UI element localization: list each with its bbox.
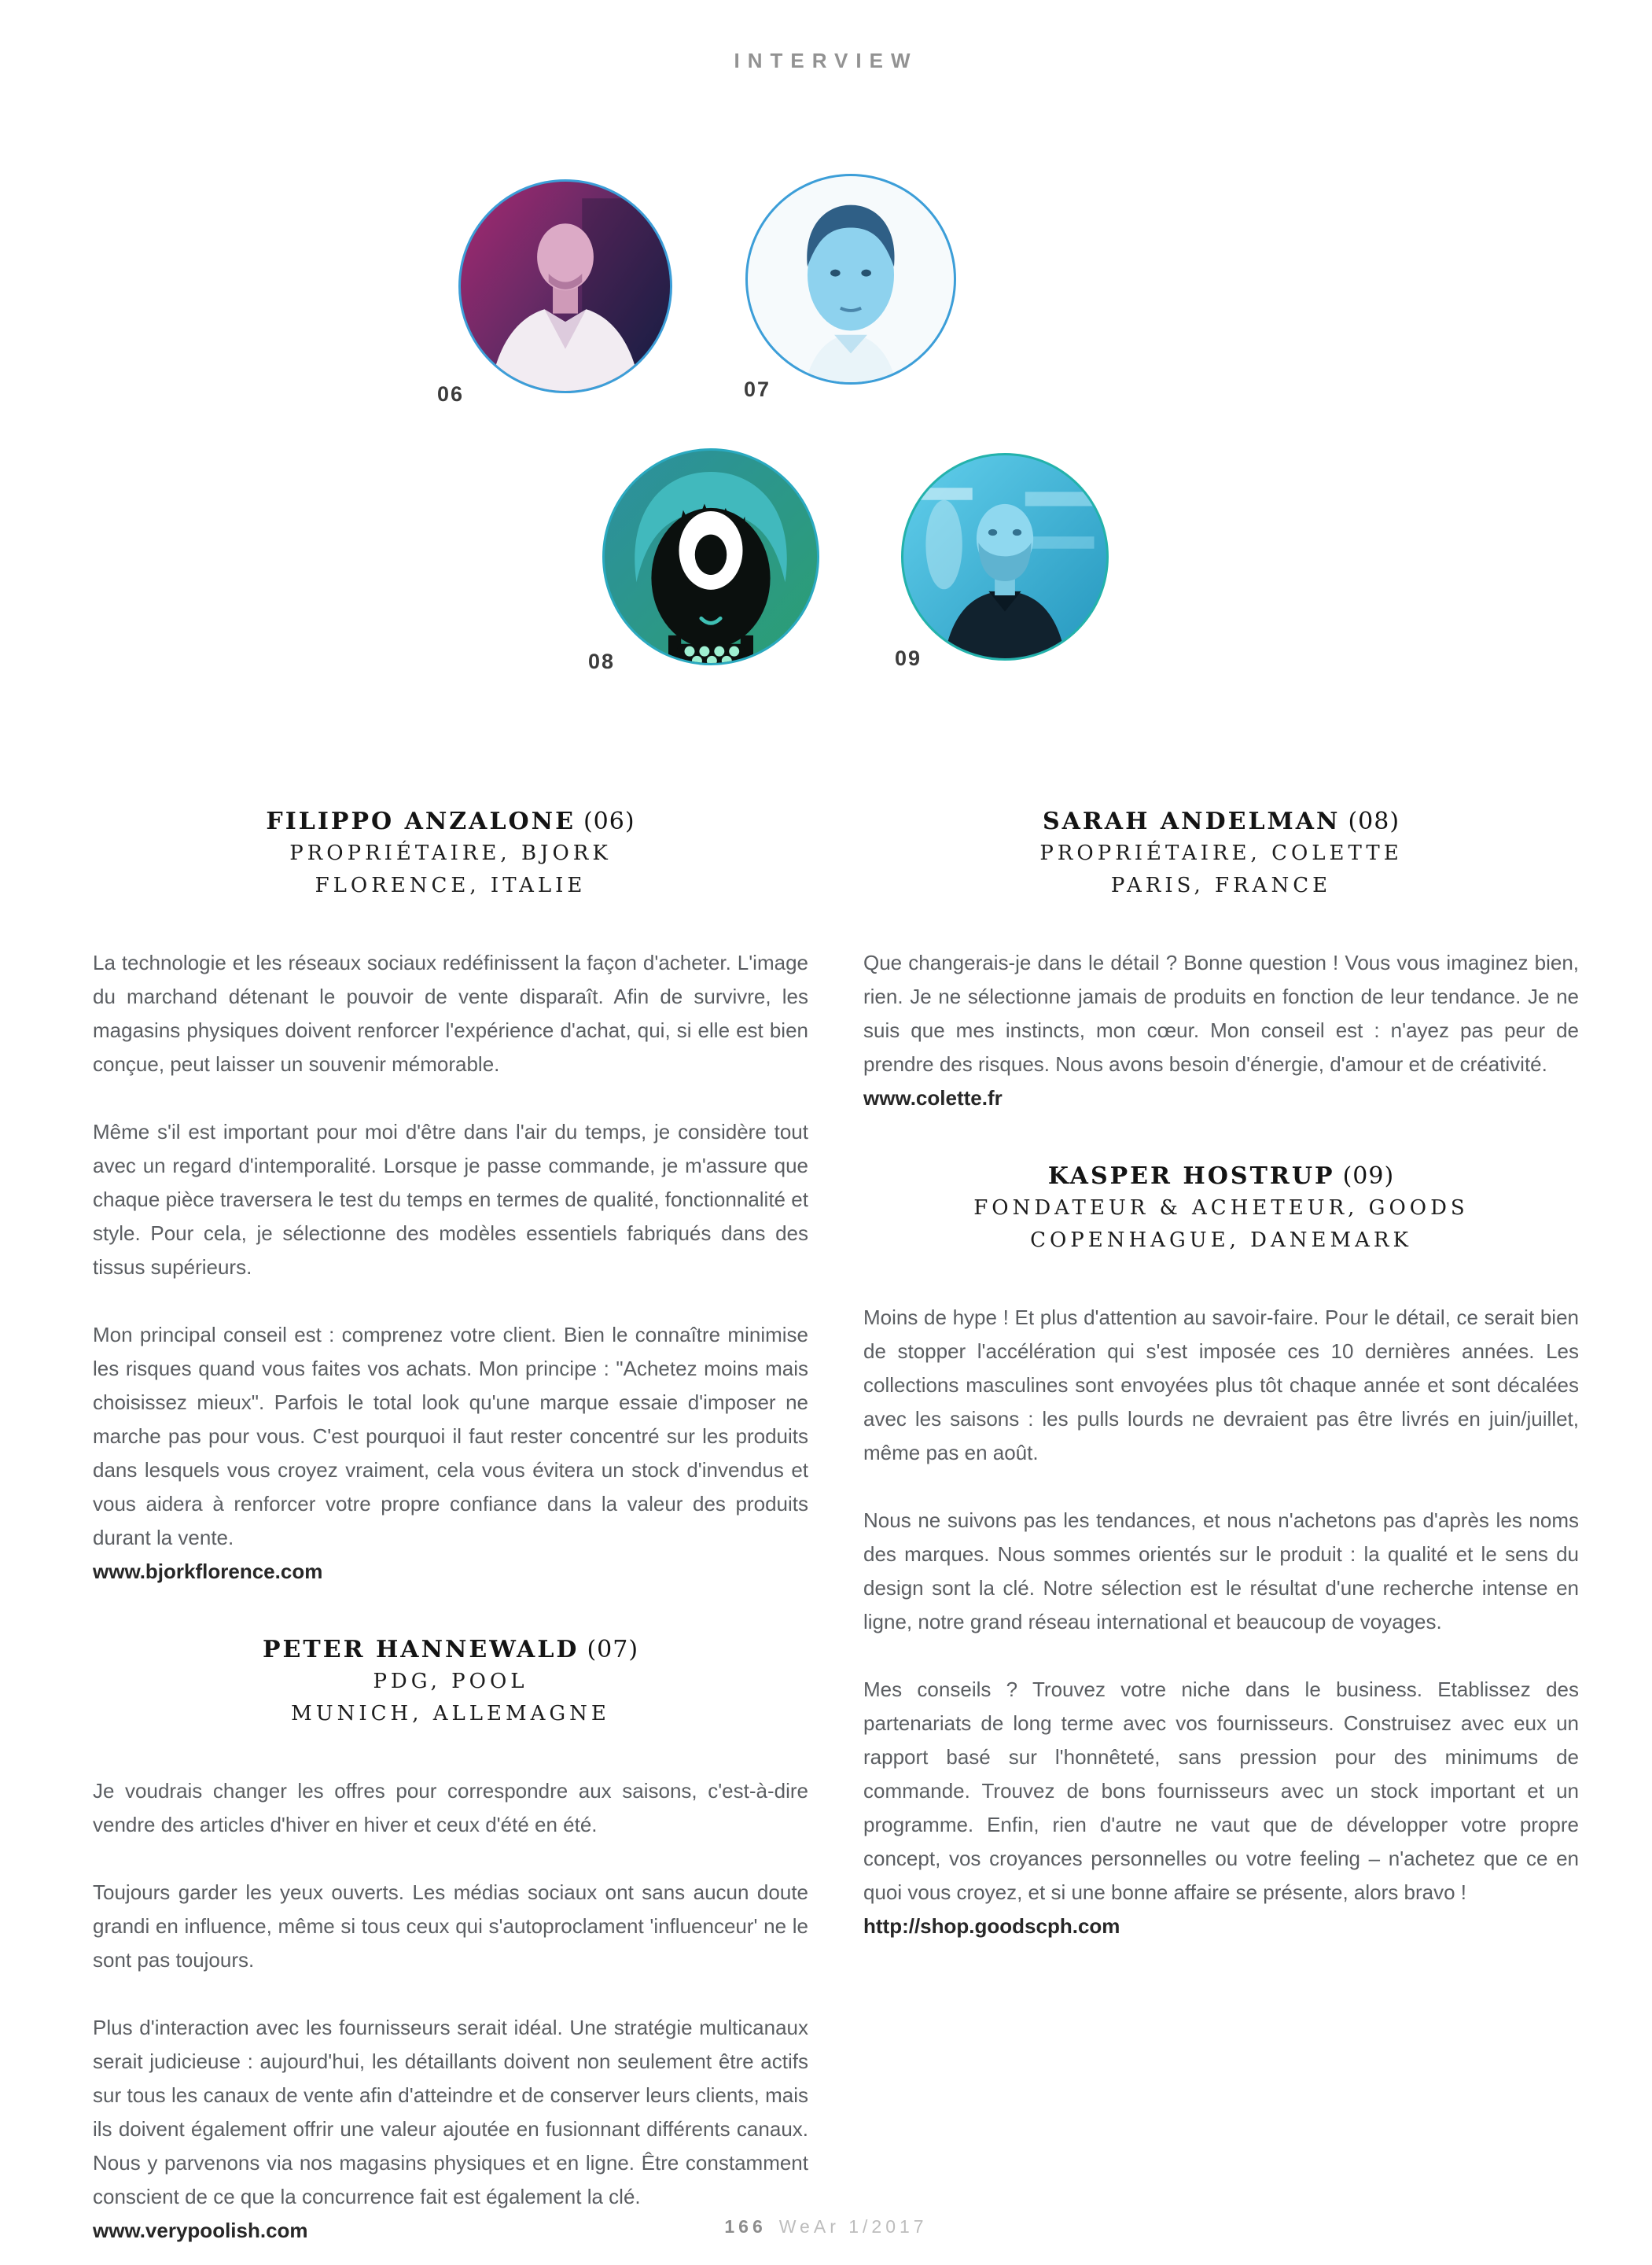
left-column bbox=[93, 806, 808, 2248]
page-footer bbox=[0, 2216, 1652, 2237]
portrait-photo-06 bbox=[458, 179, 672, 393]
profile-name bbox=[93, 1634, 808, 1666]
profile-role: FONDATEUR & ACHETEUR, GOODS bbox=[973, 1196, 1469, 1220]
issue-label: WeAr 1/2017 bbox=[778, 2216, 928, 2237]
profile-paragraph: Nous ne suivons pas les tendances, et nous n'achetons pas d'après les noms des marques. Nous sommes orientés sur le produit : la qualité et le sens du design sont la clé. Notre sélection est le résultat d'une recherche intense en ligne, notre grand réseau international et beaucoup de voyages. bbox=[863, 1508, 1579, 1633]
profile-role: PROPRIÉTAIRE, BJORK bbox=[289, 842, 612, 865]
profile-paragraph: Même s'il est important pour moi d'être dans l'air du temps, je considère tout avec un regard d'intemporalité. Lorsque je passe commande, je m'assure que chaque pièce traversera le test du temps en termes de qualité, fonctionnalité et style. Pour cela, je sélectionne des modèles essentiels fabriqués dans des tissus supérieurs. bbox=[93, 1120, 808, 1279]
profile-name bbox=[863, 1161, 1579, 1192]
profile-heading-peter-hannewald bbox=[93, 1634, 808, 1730]
profile-paragraph: Moins de hype ! Et plus d'attention au savoir-faire. Pour le détail, ce serait bien de stopper l'accélération qui s'est imposée ces 10 dernières années. Les collections masculines sont envoyées plus tôt chaque année et sont décalées avec les saisons : les pulls lourds ne devraient pas être livrés en juin/juillet, même pas en août. bbox=[863, 1306, 1579, 1464]
profile-location: FLORENCE, ITALIE bbox=[315, 874, 587, 897]
profile-paragraph: Que changerais-je dans le détail ? Bonne question ! Vous vous imaginez bien, rien. Je ne sélectionne jamais de produits en fonction de leur tendance. Je ne suis que mes instincts, mon cœur. Mon conseil est : n'ayez pas peur de prendre des risques. Nous avons besoin d'énergie, d'amour et de créativité. bbox=[863, 951, 1579, 1076]
photo-number-08: 08 bbox=[588, 650, 616, 673]
portrait-photo-08 bbox=[602, 448, 819, 665]
portrait-photo-09 bbox=[901, 453, 1109, 661]
photo-number-06: 06 bbox=[437, 382, 465, 406]
profile-role: PROPRIÉTAIRE, COLETTE bbox=[1039, 842, 1403, 865]
profile-paragraph: Mon principal conseil est : comprenez votre client. Bien le connaître minimise les risques quand vous faites vos achats. Mon principe : "Achetez moins mais choisissez mieux". Parfois le total look qu'une marque essaie d'imposer ne marche pas pour vous. C'est pourquoi il faut rester concentré sur les produits dans lesquels vous croyez vraiment, cela vous évitera un stock d'invendus et vous aidera à renforcer votre propre confiance dans la valeur des produits durant la vente. bbox=[93, 1323, 808, 1549]
profile-name bbox=[863, 806, 1579, 838]
photo-number-07: 07 bbox=[744, 378, 771, 401]
right-column bbox=[863, 806, 1579, 2248]
profile-photo-ref: (09) bbox=[1342, 1162, 1395, 1190]
profile-name-text: KASPER HOSTRUP bbox=[1047, 1162, 1335, 1190]
photo-number-09: 09 bbox=[895, 646, 922, 670]
profile-website-link[interactable]: http://shop.goodscph.com bbox=[863, 1914, 1120, 1938]
profile-paragraph: Mes conseils ? Trouvez votre niche dans le business. Etablissez des partenariats de long terme avec vos fournisseurs. Construisez avec eux un rapport basé sur l'honnêteté, sans pression pour des minimums de commande. Trouvez de bons fournisseurs avec un stock important et un programme. Enfin, rien d'autre ne vaut que de développer votre propre concept, vos croyances personnelles ou votre feeling – n'achetez que ce en quoi vous croyez, et si une bonne affaire se présente, alors bravo ! bbox=[863, 1678, 1579, 1904]
bearded-man-cyan-image bbox=[903, 455, 1106, 658]
colette-mascot-image bbox=[605, 451, 817, 663]
profile-paragraph: Plus d'interaction avec les fournisseurs serait idéal. Une stratégie multicanaux serait judicieuse : aujourd'hui, les détaillants doivent non seulement être actifs sur tous les canaux de vente afin d'atteindre et de conserver leurs clients, mais ils doivent également offrir une valeur ajoutée en fusionnant différents canaux. Nous y parvenons via nos magasins physiques et en ligne. Être constamment conscient de ce que la concurrence fait est également la clé. bbox=[93, 2016, 808, 2208]
profile-website-link[interactable]: www.verypoolish.com bbox=[93, 2219, 308, 2242]
profile-paragraph: La technologie et les réseaux sociaux redéfinissent la façon d'acheter. L'image du marchand détenant le pouvoir de vente disparaît. Afin de survivre, les magasins physiques doivent renforcer l'expérience d'achat, qui, si elle est bien conçue, peut laisser un souvenir mémorable. bbox=[93, 951, 808, 1076]
profile-location: MUNICH, ALLEMAGNE bbox=[291, 1702, 610, 1725]
profile-name-text: PETER HANNEWALD bbox=[262, 1636, 579, 1663]
profile-name-text: FILIPPO ANZALONE bbox=[266, 808, 576, 835]
page-number: 166 bbox=[724, 2216, 767, 2237]
profile-name-text: SARAH ANDELMAN bbox=[1042, 808, 1341, 835]
profile-heading-sarah-andelman bbox=[863, 806, 1579, 902]
portrait-photo-07 bbox=[745, 174, 956, 385]
profile-photo-ref: (08) bbox=[1348, 808, 1400, 835]
profile-photo-ref: (06) bbox=[583, 808, 635, 835]
profile-name bbox=[93, 806, 808, 838]
profile-website-link[interactable]: www.bjorkflorence.com bbox=[93, 1560, 323, 1583]
page-title: INTERVIEW bbox=[734, 49, 918, 72]
profile-heading-filippo-anzalone bbox=[93, 806, 808, 902]
profile-location: COPENHAGUE, DANEMARK bbox=[1030, 1228, 1412, 1252]
profile-role: PDG, POOL bbox=[373, 1670, 528, 1693]
profile-paragraph: Toujours garder les yeux ouverts. Les médias sociaux ont sans aucun doute grandi en influence, même si tous ceux qui s'autoproclament 'influenceur' ne le sont pas toujours. bbox=[93, 1880, 808, 1972]
profile-website-link[interactable]: www.colette.fr bbox=[863, 1086, 1003, 1110]
profile-heading-kasper-hostrup bbox=[863, 1161, 1579, 1257]
man-face-blue-image bbox=[748, 176, 954, 382]
man-white-shirt-image bbox=[461, 182, 670, 391]
article-columns bbox=[93, 806, 1579, 2248]
profile-paragraph: Je voudrais changer les offres pour correspondre aux saisons, c'est-à-dire vendre des articles d'hiver en hiver et ceux d'été en été. bbox=[93, 1779, 808, 1836]
profile-location: PARIS, FRANCE bbox=[1110, 874, 1332, 897]
profile-photo-ref: (07) bbox=[587, 1636, 639, 1663]
